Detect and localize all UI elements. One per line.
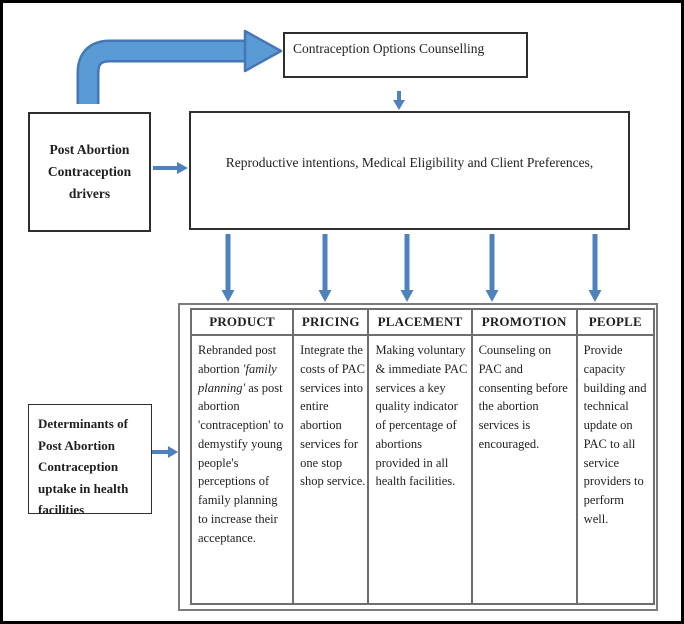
- determinants-to-table-arrow: [152, 446, 178, 458]
- factors-box: [189, 111, 630, 230]
- column-cell-placement: Making voluntary & immediate PAC services a key quality indicator of percentage of abortions provided in all health facilities.: [375, 343, 468, 489]
- factors-to-product-arrow: [222, 234, 235, 302]
- factors-to-pricing-arrow: [319, 234, 332, 302]
- factors-box-label: Reproductive intentions, Medical Eligibility and Client Preferences,: [225, 155, 594, 170]
- column-cell-pricing: Integrate the costs of PAC services into entire abortion services for one stop shop service.: [300, 343, 366, 489]
- table-column-promotion: [473, 310, 578, 603]
- column-cell-people: Provide capacity building and technical update on PAC to all service providers to perform well.: [583, 343, 647, 526]
- column-header-product: PRODUCT: [192, 310, 292, 336]
- column-header-placement: PLACEMENT: [369, 310, 470, 336]
- factors-to-placement-arrow: [401, 234, 414, 302]
- table-column-placement: [369, 310, 472, 603]
- drivers-box: [28, 112, 151, 232]
- factors-to-promotion-arrow: [486, 234, 499, 302]
- column-header-promotion: PROMOTION: [473, 310, 576, 336]
- product-text-before: Rebranded post abortion: [198, 343, 277, 376]
- determinants-box: [28, 404, 152, 517]
- counselling-box-label: Contraception Options Counselling: [293, 41, 485, 56]
- factors-to-people-arrow: [589, 234, 602, 302]
- determinants-box-label: Determinants of Post Abortion Contraception uptake in health facilities: [38, 416, 129, 517]
- product-text-italic: 'family planning': [198, 361, 277, 395]
- column-cell-promotion: Counseling on PAC and consenting before the abortion services is encouraged.: [478, 343, 568, 451]
- drivers-to-factors-arrow: [153, 162, 188, 174]
- marketing-mix-table: [190, 308, 655, 605]
- table-column-pricing: [294, 310, 369, 603]
- product-text-after: as post abortion 'contraception' to demystify young people's perceptions of family planning to increase their acceptance.: [198, 380, 284, 545]
- column-header-pricing: PRICING: [294, 310, 367, 336]
- drivers-to-counselling-arrow: [88, 31, 281, 104]
- counselling-to-factors-arrow: [393, 91, 405, 110]
- table-column-product: [192, 310, 294, 603]
- counselling-box: [283, 32, 528, 78]
- drivers-box-label: Post Abortion Contraception drivers: [47, 142, 132, 201]
- marketing-mix-table-outer: [178, 303, 658, 611]
- column-cell-product: [192, 336, 292, 603]
- column-header-people: PEOPLE: [578, 310, 653, 336]
- table-column-people: [578, 310, 653, 603]
